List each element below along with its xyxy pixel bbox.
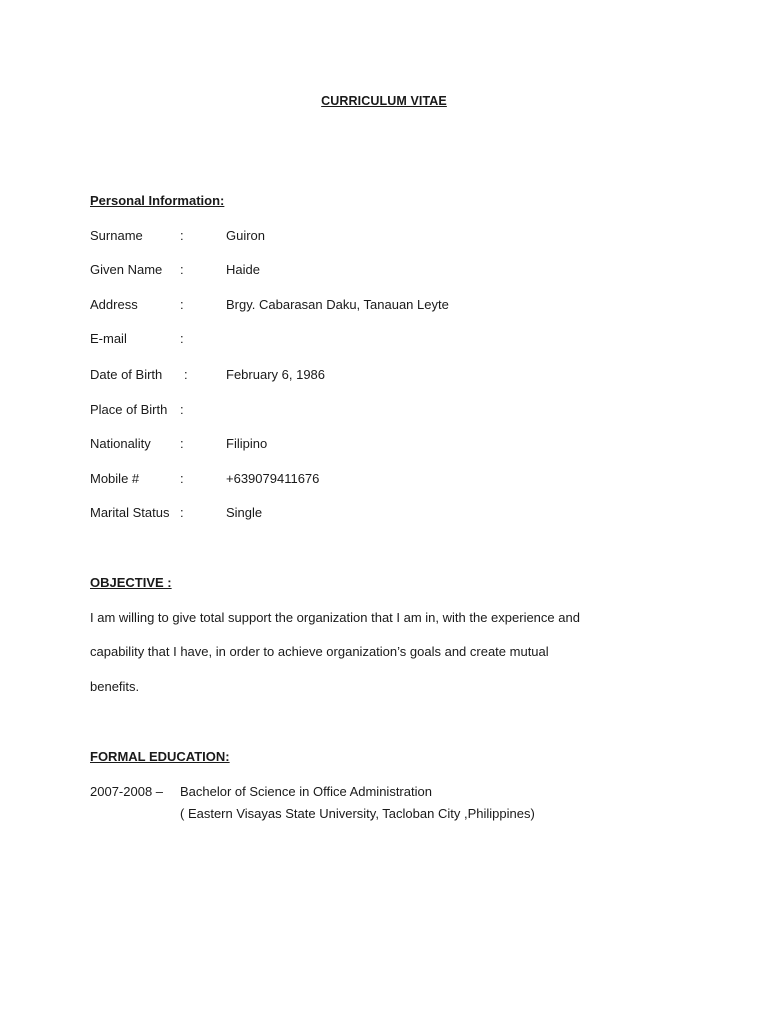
field-value: Single [226,505,263,520]
education-years: 2007-2008 – [90,784,164,799]
field-value: Filipino [226,436,268,451]
objective-line: benefits. [90,679,140,694]
field-label: Date of Birth [90,367,163,382]
field-value: Brgy. Cabarasan Daku, Tanauan Leyte [226,297,449,312]
field-label: Address [90,297,138,312]
field-value: Guiron [226,228,266,243]
field-colon: : [180,228,184,243]
field-value: Haide [226,262,260,277]
field-label: Surname [90,228,143,243]
field-value: +639079411676 [226,471,320,486]
field-colon: : [180,471,184,486]
field-colon: : [180,297,184,312]
education-degree: Bachelor of Science in Office Administration [180,784,432,799]
field-label: Mobile # [90,471,140,486]
objective-line: I am willing to give total support the organization that I am in, with the experience and [90,610,580,625]
personal-information-heading: Personal Information: [90,193,225,208]
field-colon: : [180,505,184,520]
field-colon: : [180,436,184,451]
field-colon: : [180,402,184,417]
field-label: Given Name [90,262,163,277]
formal-education-heading: FORMAL EDUCATION: [90,749,230,764]
education-school: ( Eastern Visayas State University, Tacloban City ,Philippines) [180,806,535,821]
objective-heading: OBJECTIVE : [90,575,172,590]
field-colon: : [180,331,184,346]
field-colon: : [180,262,184,277]
document-title: CURRICULUM VITAE [321,94,447,108]
field-label: Place of Birth [90,402,168,417]
field-label: Nationality [90,436,151,451]
field-colon: : [184,367,188,382]
objective-line: capability that I have, in order to achieve organization’s goals and create mutual [90,644,549,659]
field-value: February 6, 1986 [226,367,326,382]
field-label: E-mail [90,331,127,346]
field-label: Marital Status [90,505,170,520]
